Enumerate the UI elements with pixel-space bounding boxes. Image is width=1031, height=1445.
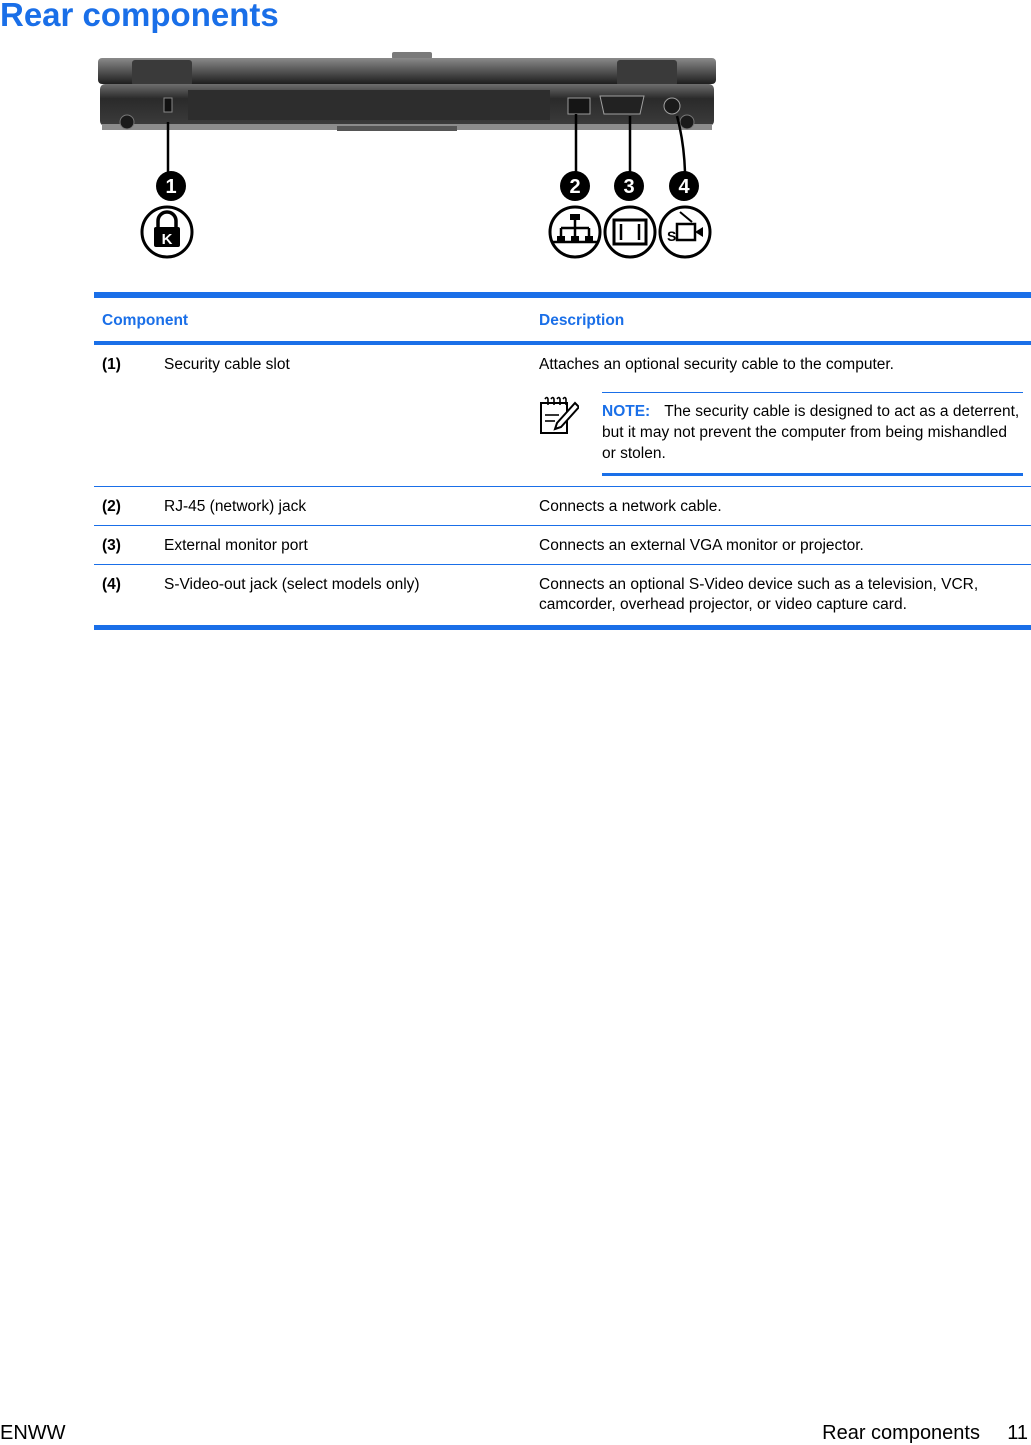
note-text: The security cable is designed to act as a deterrent, but it may not prevent the computer from being mishandled or stolen.: [602, 403, 1020, 462]
rear-components-illustration: [92, 52, 722, 267]
svg-text:3: 3: [623, 176, 635, 198]
row-description: Attaches an optional security cable to the computer.: [539, 356, 894, 373]
note-box: [539, 392, 1023, 476]
row-number: (2): [94, 487, 156, 526]
header-component: Component: [94, 295, 531, 343]
svg-text:1: 1: [165, 176, 177, 198]
row-description: Connects an optional S-Video device such as a television, VCR, camcorder, overhead projector, or video capture card.: [531, 565, 1031, 628]
page-title: Rear components: [0, 0, 279, 33]
row-number: (4): [94, 565, 156, 628]
row-component: RJ-45 (network) jack: [156, 487, 531, 526]
table-row: [94, 487, 1031, 526]
laptop-rear-view: [98, 52, 716, 131]
header-description: Description: [531, 295, 1031, 343]
callout-4: [669, 171, 699, 201]
s-video-icon: [660, 207, 710, 257]
row-component: S-Video-out jack (select models only): [156, 565, 531, 628]
table-row: [94, 526, 1031, 565]
row-description: Connects a network cable.: [531, 487, 1031, 526]
row-number: (3): [94, 526, 156, 565]
lock-icon: [142, 207, 192, 257]
components-table: [94, 292, 1031, 630]
row-component: External monitor port: [156, 526, 531, 565]
row-number: (1): [94, 343, 156, 487]
note-pencil-icon: [539, 392, 602, 476]
note-label: NOTE:: [602, 403, 651, 420]
svg-text:S: S: [667, 228, 677, 244]
table-row: [94, 343, 1031, 487]
svg-text:4: 4: [678, 176, 690, 198]
svg-text:2: 2: [569, 176, 581, 198]
footer-doc-id: ENWW: [0, 1422, 66, 1444]
monitor-icon: [605, 207, 655, 257]
footer-section-title: Rear components: [822, 1422, 980, 1444]
callout-1: [156, 171, 186, 201]
callout-2: [560, 171, 590, 201]
row-component: Security cable slot: [156, 343, 531, 487]
table-header-row: [94, 295, 1031, 343]
footer-page-number: 11: [1007, 1422, 1028, 1444]
row-description: Connects an external VGA monitor or projector.: [531, 526, 1031, 565]
table-row: [94, 565, 1031, 628]
callout-3: [614, 171, 644, 201]
note-body: [602, 392, 1023, 476]
row-description-cell: [531, 343, 1031, 487]
svg-text:K: K: [161, 231, 173, 248]
network-icon: [550, 207, 600, 257]
